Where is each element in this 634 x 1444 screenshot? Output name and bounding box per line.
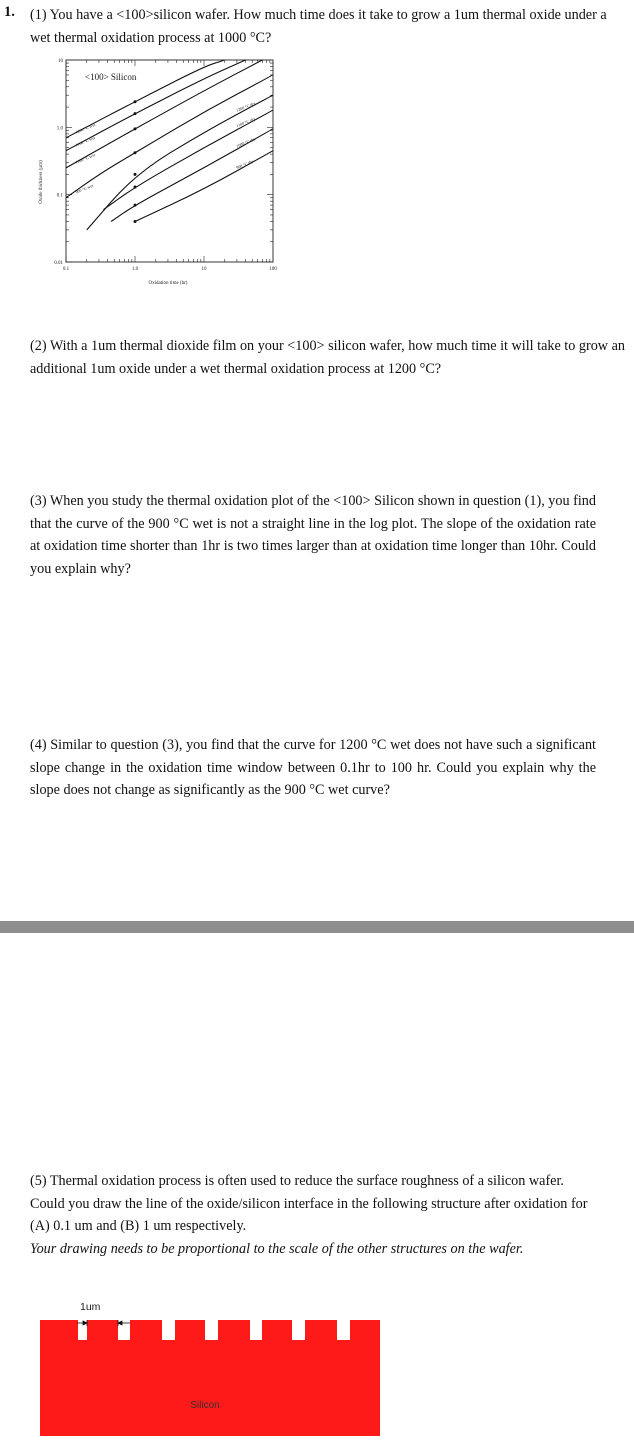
question-4-text: (4) Similar to question (3), you find that the curve for 1200 °C wet does not have such a significant slope change in the oxidation time window between 0.1hr to 100 hr. Could you explain why the slope does not change as significantly as the 900 °C wet curve? <box>30 737 596 798</box>
question-2-text: (2) With a 1um thermal dioxide film on your <100> silicon wafer, how much time it will take to grow an additional 1um oxide under a wet thermal oxidation process at 1200 °C? <box>30 338 625 377</box>
y-tick-label: 0.1 <box>56 193 63 199</box>
silicon-structure-diagram <box>40 1292 385 1442</box>
series-point-1200-c-dry <box>134 173 137 176</box>
series-label-1200-c-dry: 1200 °C dry <box>235 100 257 113</box>
question-3-text: (3) When you study the thermal oxidation plot of the <100> Silicon shown in question (1), you find that the curve of the 900 °C wet is not a straight line in the log plot. The slope of the oxidation rate at oxidation time shorter than 1hr is two times larger than at oxidation time longer than 10hr. Could you explain why? <box>30 493 596 577</box>
series-point-900-c-wet <box>134 151 137 154</box>
chart-xlabel: Oxidation time (hr) <box>148 281 188 286</box>
series-label-900-c-wet: 900 °C wet <box>74 182 94 195</box>
series-point-1000-c-wet <box>134 127 137 130</box>
y-tick-label: 0.01 <box>54 261 63 266</box>
series-point-1000-c-dry <box>134 204 137 207</box>
page-divider <box>0 921 634 933</box>
chart-ylabel: Oxide thickness (µm) <box>39 160 44 204</box>
chart-title: <100> Silicon <box>85 72 137 82</box>
y-tick-label: 1.0 <box>56 126 63 132</box>
question-1-text: (1) You have a <100>silicon wafer. How much time does it take to grow a 1um thermal oxide under a wet thermal oxidation process at 1000 °C? <box>30 7 607 46</box>
x-tick-label: 0.1 <box>62 267 70 272</box>
series-label-1000-c-wet: 1000 °C wet <box>74 152 96 165</box>
question-number: 1. <box>4 4 15 20</box>
silicon-substrate <box>40 1320 380 1436</box>
series-point-900-c-dry <box>134 220 137 223</box>
y-tick-label: 10 <box>58 59 63 64</box>
chart-frame <box>66 60 273 262</box>
series-label-1100-c-dry: 1100 °C dry <box>235 115 257 129</box>
series-point-1100-c-wet <box>134 112 137 115</box>
question-5-note: Your drawing needs to be proportional to the scale of the other structures on the wafer. <box>30 1240 524 1257</box>
series-point-1100-c-dry <box>134 185 137 188</box>
series-label-1000-c-dry: 1000 °C dry <box>235 136 257 149</box>
question-5 <box>30 1170 600 1260</box>
x-tick-label: 10 <box>201 267 207 272</box>
series-line-900-c-wet <box>66 75 273 198</box>
chart-series <box>66 60 273 230</box>
substrate-label: Silicon <box>190 1400 220 1411</box>
series-label-900-c-dry: 900 °C dry <box>235 158 255 170</box>
width-label: 1um <box>80 1301 101 1313</box>
question-5-text: (5) Thermal oxidation process is often used to reduce the surface roughness of a silicon wafer. Could you draw the line of the oxide/silicon interface in the following structure after oxidation for (A) 0.1 um and (B) 1 um respectively. <box>30 1173 588 1234</box>
series-label-1200-c-wet: 1200 °C wet <box>74 122 96 135</box>
oxidation-chart <box>30 52 280 292</box>
x-tick-label: 100 <box>269 267 277 272</box>
x-tick-label: 1.0 <box>131 267 139 272</box>
series-point-1200-c-wet <box>134 100 137 103</box>
series-label-1100-c-wet: 1100 °C wet <box>74 135 96 148</box>
